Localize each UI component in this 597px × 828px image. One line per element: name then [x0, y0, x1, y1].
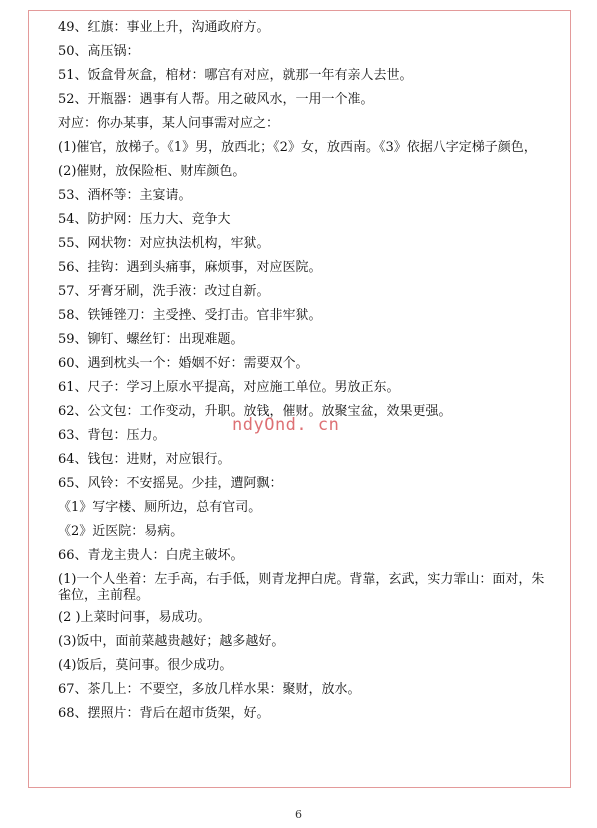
text-line: 67、茶几上：不要空，多放几样水果：聚财，放水。: [58, 682, 361, 697]
text-line: (2 )上菜时问事，易成功。: [58, 610, 211, 625]
text-line: 61、尺子：学习上原水平提高，对应施工单位。男放正东。: [58, 380, 400, 395]
text-line: 50、高压锅：: [58, 44, 140, 59]
wrapped-paragraph: [58, 572, 568, 604]
text-line: (3)饭中，面前菜越贵越好；越多越好。: [58, 634, 285, 649]
text-line: 65、风铃：不安摇晃。少挂，遭阿飘：: [58, 476, 283, 491]
text-line: 59、铆钉、螺丝钉：出现难题。: [58, 332, 244, 347]
watermark: ndyOnd. cn: [232, 415, 340, 435]
text-line: 51、饭盒骨灰盒，棺材：哪宫有对应，就那一年有亲人去世。: [58, 68, 413, 83]
text-line: 《1》写字楼、厕所边，总有官司。: [58, 500, 262, 515]
text-line: 64、钱包：进财，对应银行。: [58, 452, 231, 467]
text-line: 54、防护网：压力大、竞争大: [58, 212, 231, 227]
text-line: 56、挂钩：遇到头痛事，麻烦事，对应医院。: [58, 260, 322, 275]
text-line: (2)催财，放保险柜、财库颜色。: [58, 164, 246, 179]
text-line: 对应：你办某事，某人问事需对应之：: [58, 116, 280, 131]
text-line: 55、网状物：对应执法机构，牢狱。: [58, 236, 270, 251]
text-line: 53、酒杯等：主宴请。: [58, 188, 192, 203]
page-number: 6: [295, 808, 302, 821]
text-line: (1)催官，放梯子。《1》男，放西北；《2》女，放西南。《3》依据八字定梯子颜色，: [58, 140, 537, 155]
text-line: (1)一个人坐着：左手高，右手低，则青龙押白虎。背靠，玄武，实力霏山：面对，朱: [58, 572, 545, 587]
text-line: 68、摆照片：背后在超市货架，好。: [58, 706, 270, 721]
text-line: 49、红旗：事业上升，沟通政府方。: [58, 20, 270, 35]
text-line: (4)饭后，莫问事。很少成功。: [58, 658, 233, 673]
text-line: 57、牙膏牙刷，洗手液：改过自新。: [58, 284, 270, 299]
text-line: 66、青龙主贵人：白虎主破坏。: [58, 548, 244, 563]
text-line: 《2》近医院：易病。: [58, 524, 184, 539]
text-line: 63、背包：压力。: [58, 428, 166, 443]
text-line: 雀位，主前程。: [58, 588, 150, 603]
text-line: 58、铁锤锉刀：主受挫、受打击。官非牢狱。: [58, 308, 322, 323]
document-body: [58, 20, 568, 730]
text-line: 62、公文包：工作变动，升职。放钱，催财。放聚宝盆，效果更强。: [58, 404, 452, 419]
text-line: 52、开瓶器：遇事有人帮。用之破风水，一用一个准。: [58, 92, 374, 107]
text-line: 60、遇到枕头一个：婚姻不好：需要双个。: [58, 356, 309, 371]
